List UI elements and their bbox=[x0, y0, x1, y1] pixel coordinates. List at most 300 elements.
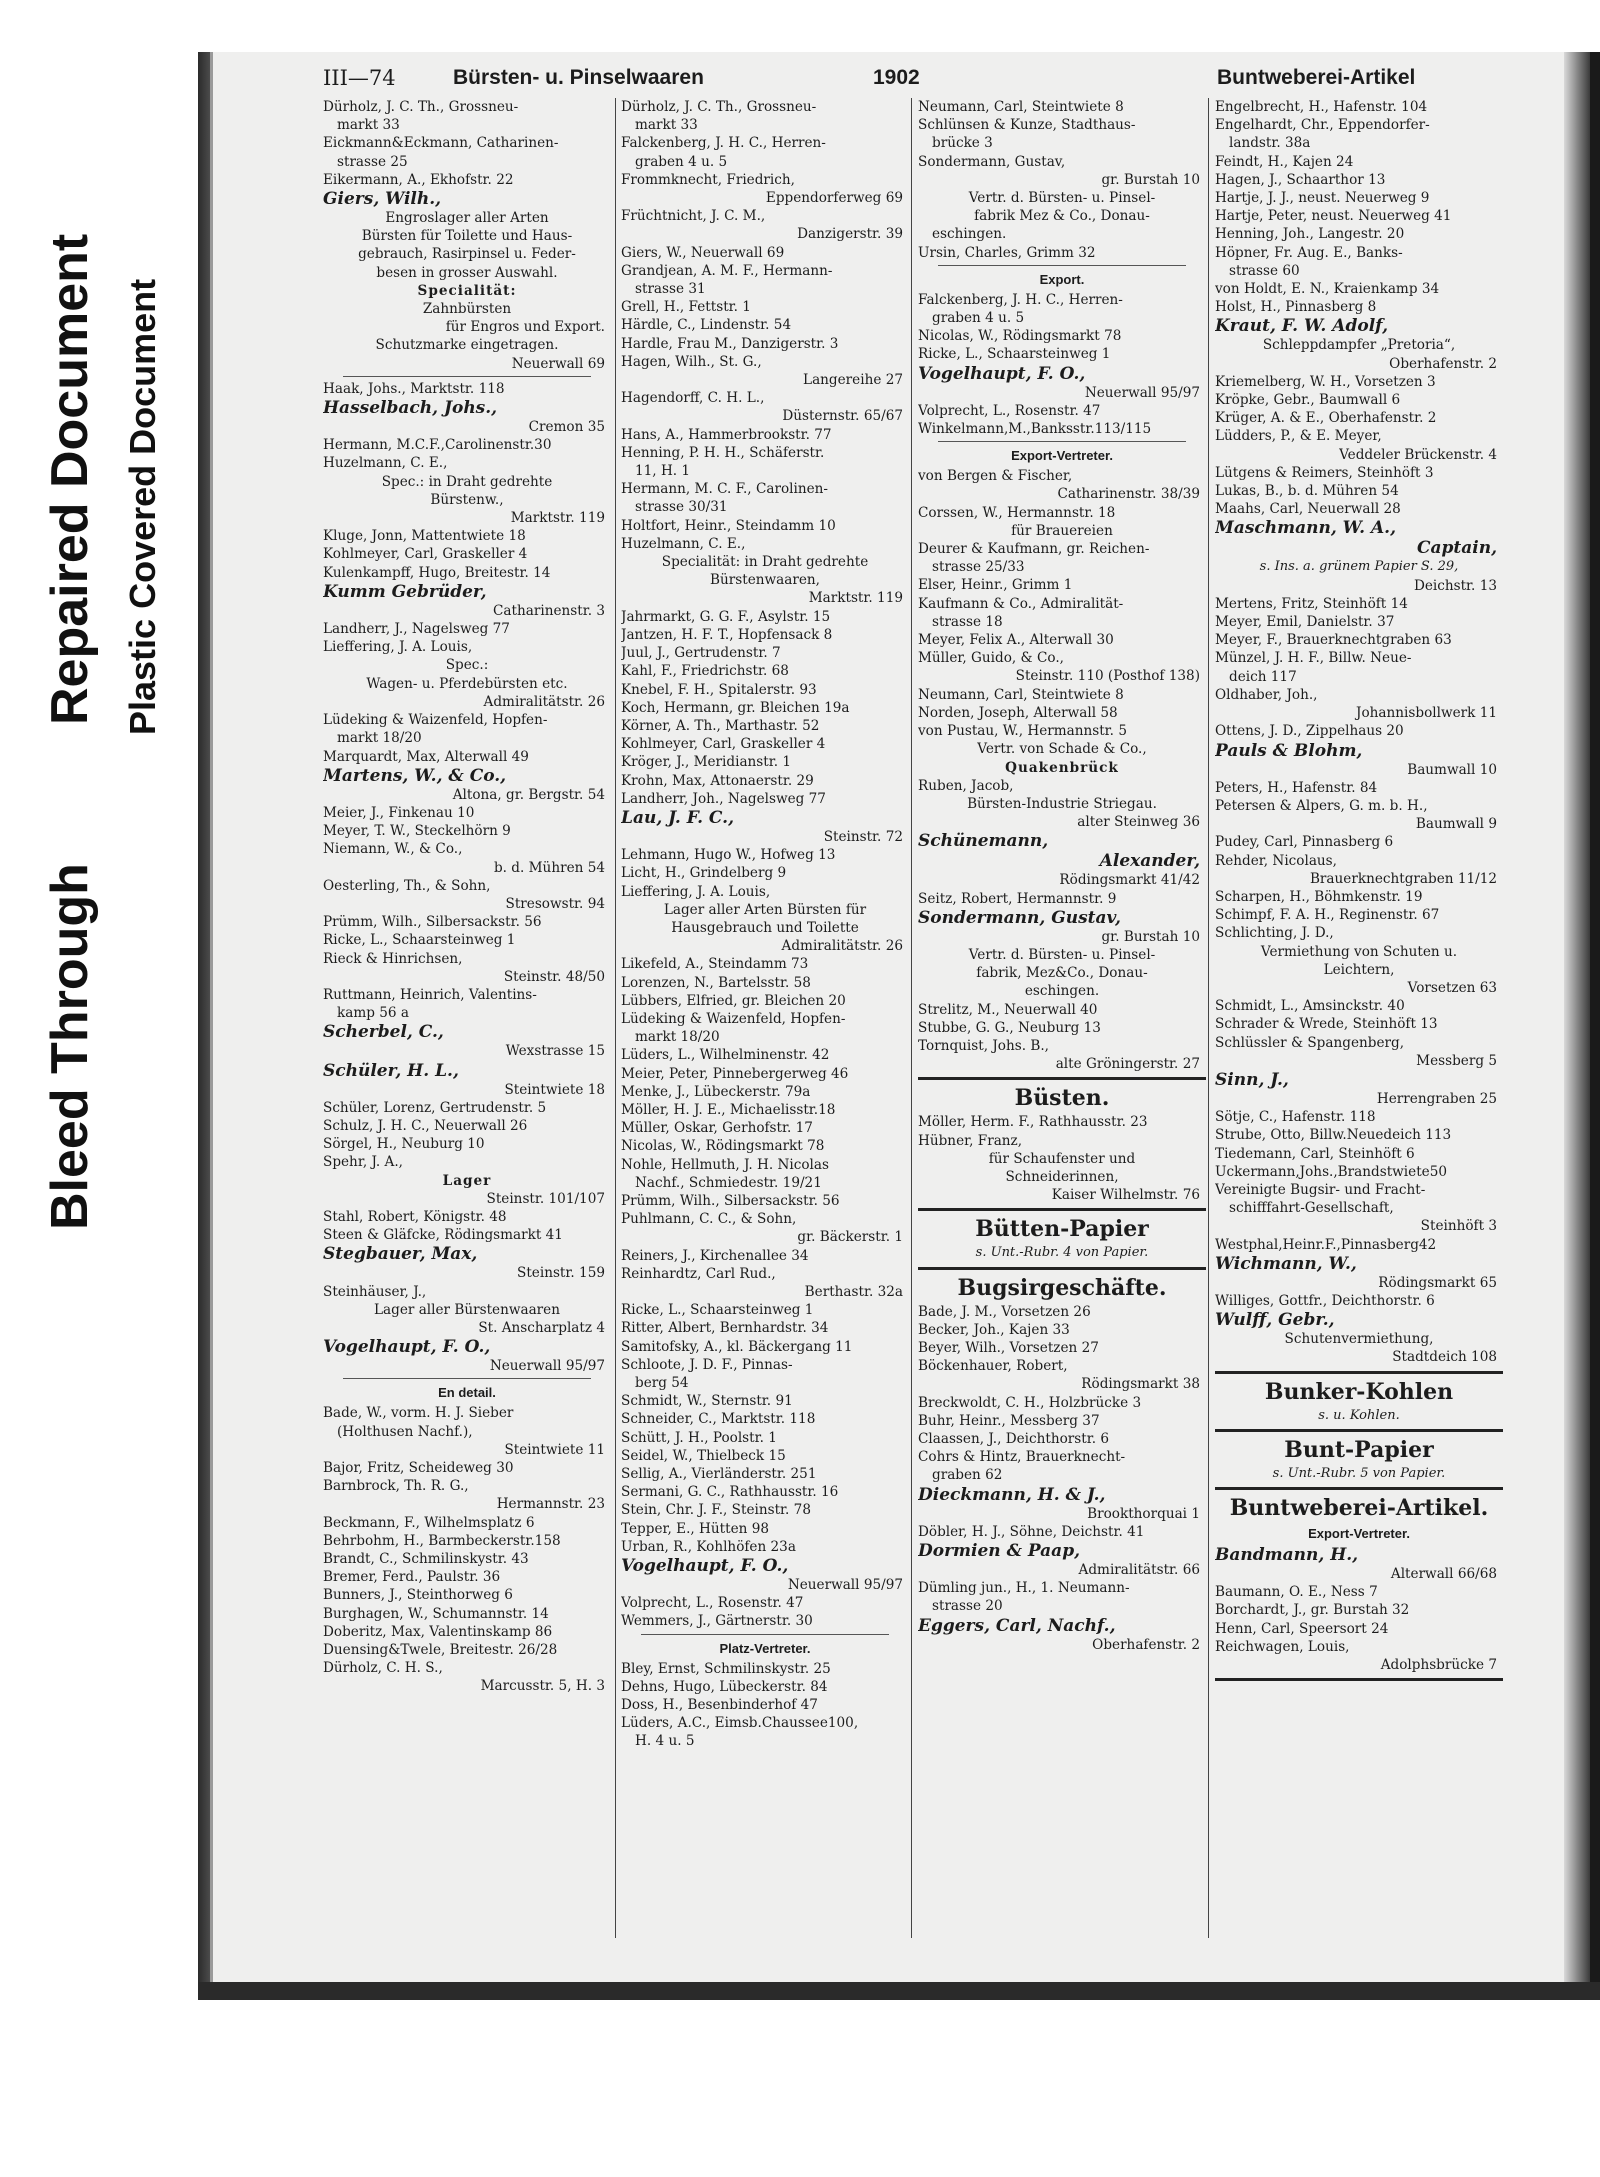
plastic-covered-label: Plastic Covered Document bbox=[122, 278, 163, 735]
directory-entry-line: Neumann, Carl, Steintwiete 8 bbox=[918, 686, 1124, 703]
directory-entry-line: Tepper, E., Hütten 98 bbox=[621, 1520, 769, 1537]
directory-entry-line: Lehmann, Hugo W., Hofweg 13 bbox=[621, 847, 836, 864]
directory-entry-line: Meier, J., Finkenau 10 bbox=[323, 804, 475, 821]
directory-entry-line: Messberg 5 bbox=[1416, 1052, 1497, 1069]
directory-entry-line: Rehder, Nicolaus, bbox=[1215, 852, 1337, 869]
directory-entry-line: markt 18/20 bbox=[337, 730, 422, 747]
directory-entry-line: landstr. 38a bbox=[1229, 135, 1311, 152]
directory-entry-line: Uckermann,Johs.,Brandstwiete50 bbox=[1215, 1163, 1448, 1180]
directory-entry-line: Henn, Carl, Speersort 24 bbox=[1215, 1620, 1389, 1637]
directory-entry-line: Schmidt, W., Sternstr. 91 bbox=[621, 1393, 793, 1410]
directory-entry-line: Vertr. d. Bürsten- u. Pinsel- bbox=[968, 190, 1156, 207]
directory-entry-line: Hermannstr. 23 bbox=[496, 1496, 605, 1513]
directory-entry-line: Haak, Johs., Marktstr. 118 bbox=[323, 380, 505, 397]
directory-entry-line: Vereinigte Bugsir- und Fracht- bbox=[1215, 1181, 1426, 1198]
directory-entry-line: Elser, Heinr., Grimm 1 bbox=[918, 577, 1073, 594]
firm-name-heading: Vogelhaupt, F. O., bbox=[918, 363, 1086, 384]
directory-entry-line: Wexstrasse 15 bbox=[505, 1043, 605, 1060]
directory-entry-line: Rödingsmarkt 41/42 bbox=[1059, 872, 1200, 889]
directory-entry-line: Langereihe 27 bbox=[803, 372, 903, 389]
directory-entry-line: Lüdeking & Waizenfeld, Hopfen- bbox=[621, 1010, 846, 1027]
scanned-page-frame bbox=[198, 52, 1600, 2000]
directory-entry-line: Beckmann, F., Wilhelmsplatz 6 bbox=[323, 1514, 535, 1531]
directory-entry-line: alte Gröningerstr. 27 bbox=[1055, 1056, 1200, 1073]
annotation-sidebar bbox=[0, 50, 198, 1230]
directory-entry-line: Brauerknechtgraben 11/12 bbox=[1309, 870, 1497, 887]
directory-entry-line: Lorenzen, N., Bartelsstr. 58 bbox=[621, 974, 811, 991]
directory-entry-line: Duensing&Twele, Breitestr. 26/28 bbox=[323, 1642, 558, 1659]
directory-entry-line: Huzelmann, C. E., bbox=[621, 535, 746, 552]
directory-entry-line: Härdle, C., Lindenstr. 54 bbox=[621, 317, 792, 334]
directory-entry-line: Krüger, A. & E., Oberhafenstr. 2 bbox=[1215, 410, 1437, 427]
directory-entry-line: Cohrs & Hintz, Brauerknecht- bbox=[918, 1449, 1126, 1466]
category-heading: Büsten. bbox=[1014, 1085, 1110, 1112]
header-right-section: Buntweberei-Artikel bbox=[1217, 66, 1416, 89]
directory-entry-line: markt 33 bbox=[337, 117, 400, 134]
directory-entry-line: Brandt, C., Schmilinskystr. 43 bbox=[323, 1551, 529, 1568]
directory-entry-line: Lukas, B., b. d. Mühren 54 bbox=[1215, 483, 1399, 500]
bleed-through-label: Bleed Through bbox=[41, 863, 99, 1230]
directory-entry-line: Rödingsmarkt 38 bbox=[1081, 1376, 1200, 1393]
directory-entry-line: Dümling jun., H., 1. Neumann- bbox=[918, 1580, 1130, 1597]
scan-bottom-edge bbox=[198, 1982, 1600, 2000]
directory-entry-line: Puhlmann, C. C., & Sohn, bbox=[621, 1211, 797, 1228]
directory-entry-line: Barnbrock, Th. R. G., bbox=[323, 1478, 469, 1495]
directory-entry-line: Jantzen, H. F. T., Hopfensack 8 bbox=[621, 626, 833, 643]
directory-entry-line: von Pustau, W., Hermannstr. 5 bbox=[918, 723, 1127, 740]
directory-entry-line: Danzigerstr. 39 bbox=[797, 226, 903, 243]
directory-entry-line: berg 54 bbox=[635, 1375, 689, 1392]
column-divider bbox=[911, 98, 912, 1938]
directory-entry-line: für Brauereien bbox=[1011, 522, 1113, 539]
directory-entry-line: Schloote, J. D. F., Pinnas- bbox=[621, 1356, 793, 1373]
subsection-heading: Export-Vertreter. bbox=[1011, 448, 1113, 464]
directory-entry-line: Oesterling, Th., & Sohn, bbox=[323, 877, 491, 894]
directory-entry-line: strasse 30/31 bbox=[635, 499, 728, 516]
directory-entry-line: Huzelmann, C. E., bbox=[323, 455, 448, 472]
directory-column-1 bbox=[323, 98, 611, 1968]
directory-entry-line: schifffahrt-Gesellschaft, bbox=[1229, 1200, 1394, 1217]
directory-entry-line: Steintwiete 18 bbox=[504, 1081, 605, 1098]
directory-entry-line: Reinhardtz, Carl Rud., bbox=[621, 1265, 776, 1282]
firm-name-heading: Vogelhaupt, F. O., bbox=[323, 1337, 491, 1358]
directory-entry-line: Hagendorff, C. H. L., bbox=[621, 390, 765, 407]
directory-entry-line: fabrik Mez & Co., Donau- bbox=[974, 208, 1150, 225]
directory-entry-line: Hans, A., Hammerbrookstr. 77 bbox=[621, 426, 832, 443]
directory-entry-line: deich 117 bbox=[1229, 668, 1297, 685]
directory-entry-line: Doberitz, Max, Valentinskamp 86 bbox=[323, 1623, 553, 1640]
category-heading: Bugsirgeschäfte. bbox=[957, 1274, 1167, 1301]
column-divider bbox=[615, 98, 616, 1938]
cross-reference: s. Unt.-Rubr. 5 von Papier. bbox=[1272, 1465, 1446, 1481]
directory-entry-line: von Holdt, E. N., Kraienkamp 34 bbox=[1215, 281, 1440, 298]
directory-entry-line: Knebel, F. H., Spitalerstr. 93 bbox=[621, 681, 817, 698]
directory-entry-line: brücke 3 bbox=[932, 135, 993, 152]
directory-entry-line: Deichstr. 13 bbox=[1413, 577, 1497, 594]
directory-entry-line: Meyer, F., Brauerknechtgraben 63 bbox=[1215, 632, 1452, 649]
subsection-heading: Platz-Vertreter. bbox=[719, 1640, 811, 1656]
directory-entry-line: für Engros und Export. bbox=[445, 319, 605, 336]
directory-entry-line: Schneiderinnen, bbox=[1005, 1168, 1119, 1185]
directory-entry-line: Engelbrecht, H., Hafenstr. 104 bbox=[1215, 99, 1428, 115]
section-rule bbox=[1215, 1429, 1503, 1432]
directory-entry-line: Lager bbox=[442, 1172, 492, 1189]
firm-name-heading: Schüler, H. L., bbox=[323, 1060, 459, 1081]
directory-entry-line: eschingen. bbox=[932, 226, 1007, 243]
directory-entry-line: Schneider, C., Marktstr. 118 bbox=[621, 1411, 816, 1428]
directory-entry-line: eschingen. bbox=[1024, 983, 1100, 1000]
directory-entry-line: Ruttmann, Heinrich, Valentins- bbox=[323, 986, 537, 1003]
directory-entry-line: Scharpen, H., Böhmkenstr. 19 bbox=[1215, 888, 1423, 905]
directory-entry-line: Tiedemann, Carl, Steinhöft 6 bbox=[1215, 1145, 1415, 1162]
directory-entry-line: Bürstenwaaren, bbox=[710, 572, 820, 589]
directory-entry-line: Henning, P. H. H., Schäferstr. bbox=[621, 444, 825, 461]
directory-entry-line: Steinstr. 110 (Posthof 138) bbox=[1015, 668, 1200, 685]
directory-entry-line: Admiralitätstr. 26 bbox=[483, 693, 605, 710]
directory-column-2 bbox=[621, 98, 909, 1968]
directory-entry-line: Ottens, J. D., Zippelhaus 20 bbox=[1215, 723, 1404, 740]
directory-entry-line: Admiralitätstr. 26 bbox=[781, 938, 903, 955]
section-rule bbox=[343, 376, 591, 377]
directory-entry-line: Winkelmann,M.,Banksstr.113/115 bbox=[918, 421, 1152, 438]
directory-entry-line: Beyer, Wilh., Vorsetzen 27 bbox=[918, 1339, 1099, 1356]
directory-entry-line: Landherr, Joh., Nagelsweg 77 bbox=[621, 790, 826, 807]
directory-entry-line: Engelhardt, Chr., Eppendorfer- bbox=[1215, 117, 1430, 134]
directory-entry-line: strasse 20 bbox=[932, 1598, 1003, 1615]
directory-entry-line: 11, H. 1 bbox=[635, 463, 691, 480]
directory-entry-line: Ricke, L., Schaarsteinweg 1 bbox=[621, 1302, 814, 1319]
firm-name-heading: Maschmann, W. A., bbox=[1215, 518, 1396, 539]
directory-entry-line: Berthastr. 32a bbox=[804, 1284, 903, 1300]
directory-entry-line: Möller, H. J. E., Michaelisstr.18 bbox=[621, 1101, 836, 1118]
directory-entry-line: Ursin, Charles, Grimm 32 bbox=[918, 244, 1096, 261]
directory-entry-line: Bremer, Ferd., Paulstr. 36 bbox=[323, 1569, 501, 1586]
directory-entry-line: Neumann, Carl, Steintwiete 8 bbox=[918, 99, 1124, 115]
directory-entry-line: Sondermann, Gustav, bbox=[918, 153, 1066, 170]
firm-name-heading: Sondermann, Gustav, bbox=[918, 907, 1121, 928]
directory-entry-line: Sellig, A., Vierländerstr. 251 bbox=[621, 1466, 817, 1483]
directory-entry-line: Höpner, Fr. Aug. E., Banks- bbox=[1215, 244, 1403, 261]
directory-entry-line: Eikermann, A., Ekhofstr. 22 bbox=[323, 171, 514, 188]
directory-entry-line: Burghagen, W., Schumannstr. 14 bbox=[323, 1605, 549, 1622]
directory-entry-line: Landherr, J., Nagelsweg 77 bbox=[323, 621, 510, 638]
firm-name-heading: Dormien & Paap, bbox=[918, 1541, 1081, 1561]
subsection-heading: En detail. bbox=[438, 1385, 496, 1401]
directory-entry-line: Hagen, J., Schaarthor 13 bbox=[1215, 171, 1386, 188]
cross-reference: s. u. Kohlen. bbox=[1318, 1407, 1400, 1423]
directory-entry-line: Kohlmeyer, Carl, Graskeller 4 bbox=[323, 546, 528, 563]
directory-entry-line: Falckenberg, J. H. C., Herren- bbox=[621, 135, 826, 152]
directory-entry-line: Menke, J., Lübeckerstr. 79a bbox=[621, 1083, 811, 1100]
directory-entry-line: Neuerwall 95/97 bbox=[787, 1577, 903, 1594]
subsection-heading: Export-Vertreter. bbox=[1308, 1526, 1410, 1541]
firm-name-heading: Kumm Gebrüder, bbox=[323, 581, 487, 602]
directory-entry-line: Brookthorquai 1 bbox=[1087, 1505, 1200, 1522]
directory-entry-line: Neuerwall 95/97 bbox=[1084, 384, 1200, 401]
directory-entry-line: Steinhöft 3 bbox=[1420, 1218, 1497, 1235]
directory-entry-line: Nicolas, W., Rödingsmarkt 78 bbox=[918, 328, 1122, 345]
directory-entry-line: Hausgebrauch und Toilette bbox=[671, 919, 859, 936]
category-heading: Buntweberei-Artikel. bbox=[1229, 1495, 1489, 1521]
repaired-document-label: Repaired Document bbox=[41, 233, 99, 725]
directory-entry-line: gr. Burstah 10 bbox=[1101, 928, 1200, 945]
directory-entry-line: Lüders, A.C., Eimsb.Chaussee100, bbox=[621, 1715, 859, 1732]
directory-entry-line: Prümm, Wilh., Silbersackstr. 56 bbox=[621, 1192, 840, 1209]
directory-entry-line: Kröger, J., Meridianstr. 1 bbox=[621, 754, 792, 771]
directory-entry-line: Krohn, Max, Attonaerstr. 29 bbox=[621, 772, 814, 789]
firm-name-heading: Dieckmann, H. & J., bbox=[918, 1484, 1106, 1505]
directory-entry-line: Schulz, J. H. C., Neuerwall 26 bbox=[323, 1117, 528, 1134]
directory-entry-line: markt 18/20 bbox=[635, 1029, 720, 1046]
directory-entry-line: Hartje, Peter, neust. Neuerweg 41 bbox=[1215, 208, 1452, 225]
directory-entry-line: Schrader & Wrede, Steinhöft 13 bbox=[1215, 1016, 1438, 1033]
directory-entry-line: Holst, H., Pinnasberg 8 bbox=[1215, 299, 1377, 316]
directory-entry-line: Kahl, F., Friedrichstr. 68 bbox=[621, 663, 789, 680]
directory-entry-line: Volprecht, L., Rosenstr. 47 bbox=[621, 1595, 804, 1612]
directory-entry-line: Bürsten für Toilette und Haus- bbox=[361, 228, 573, 245]
directory-entry-line: Samitofsky, A., kl. Bäckergang 11 bbox=[621, 1338, 853, 1355]
firm-name-heading: Wulff, Gebr., bbox=[1215, 1310, 1335, 1331]
directory-entry-line: Stadtdeich 108 bbox=[1392, 1349, 1497, 1366]
directory-entry-line: Schimpf, F. A. H., Reginenstr. 67 bbox=[1215, 907, 1440, 924]
section-rule bbox=[1215, 1678, 1503, 1681]
directory-entry-line: Buhr, Heinr., Messberg 37 bbox=[918, 1412, 1100, 1429]
directory-entry-line: Prümm, Wilh., Silbersackstr. 56 bbox=[323, 914, 542, 931]
directory-entry-line: Seitz, Robert, Hermannstr. 9 bbox=[918, 890, 1117, 907]
directory-entry-line: Oberhafenstr. 2 bbox=[1389, 355, 1497, 372]
directory-entry-line: Schlünsen & Kunze, Stadthaus- bbox=[918, 117, 1136, 134]
directory-entry-line: Dehns, Hugo, Lübeckerstr. 84 bbox=[621, 1678, 828, 1695]
section-rule bbox=[918, 1267, 1206, 1270]
directory-entry-line: Peters, H., Hafenstr. 84 bbox=[1215, 779, 1378, 796]
directory-entry-line: Meyer, Felix A., Alterwall 30 bbox=[918, 632, 1114, 649]
directory-entry-line: Kriemelberg, W. H., Vorsetzen 3 bbox=[1215, 373, 1436, 390]
firm-name-heading: Bandmann, H., bbox=[1215, 1545, 1359, 1565]
directory-entry-line: Catharinenstr. 38/39 bbox=[1057, 486, 1200, 503]
column-divider bbox=[1208, 98, 1209, 1938]
directory-entry-line: Catharinenstr. 3 bbox=[493, 602, 605, 619]
firm-name-heading: Hasselbach, Johs., bbox=[323, 398, 498, 419]
firm-name-heading: Lau, J. F. C., bbox=[621, 807, 734, 828]
directory-entry-line: (Holthusen Nachf.), bbox=[337, 1423, 473, 1440]
directory-entry-line: besen in grosser Auswahl. bbox=[376, 264, 558, 281]
category-heading: Bunker-Kohlen bbox=[1264, 1378, 1454, 1405]
directory-entry-line: Möller, Herm. F., Rathhausstr. 23 bbox=[918, 1114, 1148, 1131]
directory-entry-line: Lüdders, P., & E. Meyer, bbox=[1215, 428, 1382, 445]
directory-entry-line: Schlichting, J. D., bbox=[1215, 925, 1334, 942]
directory-entry-line: Strelitz, M., Neuerwall 40 bbox=[918, 1001, 1098, 1018]
directory-entry-line: graben 4 u. 5 bbox=[932, 310, 1025, 327]
firm-name-heading: Martens, W., & Co., bbox=[323, 765, 507, 786]
firm-name-heading: Pauls & Blohm, bbox=[1215, 740, 1363, 761]
directory-entry-line: Johannisbollwerk 11 bbox=[1356, 705, 1497, 722]
directory-entry-line: Marktstr. 119 bbox=[808, 590, 903, 607]
directory-entry-line: Meyer, Emil, Danielstr. 37 bbox=[1215, 614, 1395, 631]
directory-entry-line: Sermani, G. C., Rathhausstr. 16 bbox=[621, 1484, 839, 1501]
directory-entry-line: Ruben, Jacob, bbox=[918, 777, 1014, 794]
directory-entry-line: Stein, Chr. J. F., Steinstr. 78 bbox=[621, 1502, 811, 1519]
directory-entry-line: Rödingsmarkt 65 bbox=[1378, 1274, 1497, 1291]
firm-name-heading: Wichmann, W., bbox=[1215, 1253, 1357, 1274]
directory-entry-line: Lüdeking & Waizenfeld, Hopfen- bbox=[323, 712, 548, 729]
cross-reference: s. Unt.-Rubr. 4 von Papier. bbox=[975, 1245, 1149, 1261]
directory-entry-line: Borchardt, J., gr. Burstah 32 bbox=[1215, 1602, 1410, 1619]
directory-entry-line: Reichwagen, Louis, bbox=[1215, 1638, 1350, 1655]
directory-entry-line: fabrik, Mez&Co., Donau- bbox=[976, 965, 1148, 982]
directory-entry-line: Kaiser Wilhelmstr. 76 bbox=[1051, 1187, 1200, 1204]
directory-entry-line: Alterwall 66/68 bbox=[1390, 1566, 1497, 1582]
directory-entry-line: Döbler, H. J., Söhne, Deichstr. 41 bbox=[918, 1523, 1145, 1540]
directory-entry-line: Bürsten-Industrie Striegau. bbox=[967, 795, 1157, 812]
directory-entry-line: Schmidt, L., Amsinckstr. 40 bbox=[1215, 998, 1405, 1015]
directory-entry-line: Henning, Joh., Langestr. 20 bbox=[1215, 226, 1405, 243]
header-year: 1902 bbox=[873, 66, 920, 89]
directory-entry-line: Nachf., Schmiedestr. 19/21 bbox=[635, 1174, 822, 1191]
directory-entry-line: Steinhäuser, J., bbox=[323, 1283, 427, 1300]
directory-entry-line: Deurer & Kaufmann, gr. Reichen- bbox=[918, 541, 1150, 558]
directory-column-4 bbox=[1215, 98, 1503, 1968]
directory-entry-line: Likefeld, A., Steindamm 73 bbox=[621, 956, 809, 973]
section-rule bbox=[938, 441, 1186, 442]
directory-entry-line: Hardle, Frau M., Danzigerstr. 3 bbox=[621, 335, 839, 352]
directory-entry-line: Behrbohm, H., Barmbeckerstr.158 bbox=[323, 1532, 561, 1549]
section-rule bbox=[343, 1378, 591, 1379]
directory-entry-line: Marquardt, Max, Alterwall 49 bbox=[323, 748, 529, 765]
directory-entry-line: Rieck & Hinrichsen, bbox=[323, 950, 463, 967]
directory-entry-line: b. d. Mühren 54 bbox=[493, 859, 605, 876]
directory-entry-line: Pudey, Carl, Pinnasberg 6 bbox=[1215, 834, 1394, 851]
directory-entry-line: Sörgel, H., Neuburg 10 bbox=[323, 1136, 485, 1153]
directory-entry-line: Breckwoldt, C. H., Holzbrücke 3 bbox=[918, 1394, 1142, 1411]
directory-entry-line: Schleppdampfer „Pretoria“, bbox=[1262, 337, 1456, 354]
directory-entry-line: Stresowstr. 94 bbox=[505, 895, 605, 912]
directory-entry-line: Adolphsbrücke 7 bbox=[1380, 1657, 1497, 1674]
directory-entry-line: Claassen, J., Deichthorstr. 6 bbox=[918, 1430, 1110, 1447]
directory-entry-line: Stahl, Robert, Königstr. 48 bbox=[323, 1208, 507, 1225]
directory-entry-line: H. 4 u. 5 bbox=[635, 1733, 695, 1750]
directory-entry-line: Vertr. d. Bürsten- u. Pinsel- bbox=[968, 946, 1156, 963]
directory-entry-line: Meyer, T. W., Steckelhörn 9 bbox=[323, 823, 511, 840]
section-rule bbox=[938, 265, 1186, 266]
directory-entry-line: Mertens, Fritz, Steinhöft 14 bbox=[1215, 595, 1408, 612]
directory-entry-line: Müller, Oskar, Gerhofstr. 17 bbox=[621, 1120, 813, 1137]
directory-entry-line: Steinstr. 72 bbox=[823, 828, 903, 845]
directory-entry-line: Petersen & Alpers, G. m. b. H., bbox=[1215, 797, 1428, 814]
directory-entry-line: gr. Bäckerstr. 1 bbox=[797, 1229, 903, 1246]
directory-entry-line: Dürholz, J. C. Th., Grossneu- bbox=[323, 99, 519, 115]
directory-entry-line: Neuerwall 95/97 bbox=[489, 1358, 605, 1375]
directory-entry-line: Spec.: in Draht gedrehte bbox=[381, 473, 553, 490]
firm-name-heading: Vogelhaupt, F. O., bbox=[621, 1556, 789, 1577]
directory-entry-line: Williges, Gottfr., Deichthorstr. 6 bbox=[1215, 1292, 1435, 1309]
directory-entry-line: Grandjean, A. M. F., Hermann- bbox=[621, 262, 833, 279]
directory-entry-line: gr. Burstah 10 bbox=[1101, 171, 1200, 188]
page-number: III—74 bbox=[323, 66, 396, 90]
directory-entry-line: Wemmers, J., Gärtnerstr. 30 bbox=[621, 1613, 813, 1630]
directory-entry-line: Marktstr. 119 bbox=[510, 510, 605, 527]
directory-entry-line: Dürholz, J. C. Th., Grossneu- bbox=[621, 99, 817, 115]
directory-entry-line: Hermann, M. C. F., Carolinen- bbox=[621, 481, 828, 498]
directory-entry-line: Giers, W., Neuerwall 69 bbox=[621, 244, 785, 261]
directory-entry-line: Ricke, L., Schaarsteinweg 1 bbox=[918, 346, 1111, 363]
directory-entry-line: Kluge, Jonn, Mattentwiete 18 bbox=[323, 528, 526, 545]
directory-entry-line: Steen & Gläfcke, Rödingsmarkt 41 bbox=[323, 1227, 563, 1244]
directory-entry-line: für Schaufenster und bbox=[988, 1150, 1136, 1167]
directory-entry-line: von Bergen & Fischer, bbox=[918, 468, 1073, 485]
section-rule bbox=[918, 1077, 1206, 1080]
directory-entry-line: Strube, Otto, Billw.Neuedeich 113 bbox=[1215, 1127, 1452, 1144]
directory-entry-line: Feindt, H., Kajen 24 bbox=[1215, 153, 1354, 170]
directory-entry-line: Herrengraben 25 bbox=[1376, 1090, 1497, 1107]
directory-entry-line: strasse 18 bbox=[932, 613, 1003, 630]
firm-name-heading: Stegbauer, Max, bbox=[323, 1244, 478, 1265]
directory-entry-line: Eppendorferweg 69 bbox=[765, 190, 903, 207]
directory-entry-line: Kulenkampff, Hugo, Breitestr. 14 bbox=[323, 564, 551, 581]
directory-entry-line: Schlüssler & Spangenberg, bbox=[1215, 1034, 1405, 1051]
directory-entry-line: Becker, Joh., Kajen 33 bbox=[918, 1321, 1070, 1338]
directory-entry-line: Bade, J. M., Vorsetzen 26 bbox=[918, 1303, 1091, 1320]
directory-entry-line: Specialität: in Draht gedrehte bbox=[661, 554, 869, 571]
directory-entry-line: Volprecht, L., Rosenstr. 47 bbox=[918, 402, 1101, 419]
directory-entry-line: Steinstr. 101/107 bbox=[486, 1190, 605, 1207]
directory-entry-line: Bade, W., vorm. H. J. Sieber bbox=[323, 1405, 514, 1422]
directory-entry-line: Leichtern, bbox=[1323, 961, 1395, 978]
directory-entry-line: Lübbers, Elfried, gr. Bleichen 20 bbox=[621, 992, 846, 1009]
directory-entry-line: Schüler, Lorenz, Gertrudenstr. 5 bbox=[323, 1099, 547, 1116]
directory-entry-line: Baumwall 9 bbox=[1415, 816, 1497, 833]
directory-entry-line: Müller, Guido, & Co., bbox=[918, 650, 1064, 667]
directory-entry-line: Lüders, L., Wilhelminenstr. 42 bbox=[621, 1047, 830, 1064]
header-left-section: Bürsten- u. Pinselwaaren bbox=[453, 66, 704, 89]
directory-entry-line: Ritter, Albert, Bernhardstr. 34 bbox=[621, 1320, 829, 1337]
directory-entry-line: strasse 25 bbox=[337, 153, 408, 170]
directory-entry-line: Quakenbrück bbox=[1005, 759, 1119, 776]
directory-entry-line: Zahnbürsten bbox=[422, 301, 512, 318]
category-heading: Bunt-Papier bbox=[1284, 1436, 1434, 1463]
directory-entry-line: Böckenhauer, Robert, bbox=[918, 1358, 1068, 1375]
directory-entry-line: Seidel, W., Thielbeck 15 bbox=[621, 1447, 786, 1464]
directory-entry-line: Vertr. von Schade & Co., bbox=[977, 741, 1147, 758]
directory-entry-line: Hartje, J. J., neust. Neuerweg 9 bbox=[1215, 190, 1430, 207]
directory-entry-line: Bajor, Fritz, Scheideweg 30 bbox=[323, 1460, 514, 1476]
directory-entry-line: Schutzmarke eingetragen. bbox=[375, 337, 559, 354]
directory-entry-line: Kröpke, Gebr., Baumwall 6 bbox=[1215, 392, 1401, 409]
directory-entry-line: Meier, Peter, Pinnebergerweg 46 bbox=[621, 1065, 849, 1082]
directory-entry-line: Kohlmeyer, Carl, Graskeller 4 bbox=[621, 736, 826, 753]
directory-entry-line: Stubbe, G. G., Neuburg 13 bbox=[918, 1019, 1101, 1036]
directory-entry-line: Frommknecht, Friedrich, bbox=[621, 171, 795, 188]
directory-entry-line: Tornquist, Johs. B., bbox=[918, 1037, 1049, 1054]
directory-entry-line: Holtfort, Heinr., Steindamm 10 bbox=[621, 517, 836, 534]
directory-entry-line: strasse 60 bbox=[1229, 262, 1300, 279]
directory-entry-line: Körner, A. Th., Marthastr. 52 bbox=[621, 717, 820, 734]
directory-entry-line: Specialität: bbox=[417, 282, 517, 299]
directory-entry-line: Baumann, O. E., Ness 7 bbox=[1215, 1584, 1378, 1601]
directory-entry-line: Hübner, Franz, bbox=[918, 1132, 1023, 1149]
directory-entry-line: strasse 31 bbox=[635, 281, 706, 298]
section-rule bbox=[1215, 1371, 1503, 1374]
firm-name-heading: Captain, bbox=[1416, 538, 1497, 559]
directory-entry-line: Sötje, C., Hafenstr. 118 bbox=[1215, 1109, 1376, 1126]
directory-entry-line: Spec.: bbox=[445, 657, 489, 674]
directory-entry-line: Hermann, M.C.F.,Carolinenstr.30 bbox=[323, 437, 552, 454]
directory-entry-line: Bürstenw., bbox=[430, 491, 504, 508]
directory-entry-line: graben 62 bbox=[932, 1467, 1003, 1484]
directory-entry-line: Marcusstr. 5, H. 3 bbox=[480, 1678, 605, 1695]
firm-name-heading: Alexander, bbox=[1099, 851, 1200, 872]
directory-entry-line: Altona, gr. Bergstr. 54 bbox=[452, 786, 605, 803]
directory-entry-line: Lager aller Bürstenwaaren bbox=[374, 1301, 560, 1318]
